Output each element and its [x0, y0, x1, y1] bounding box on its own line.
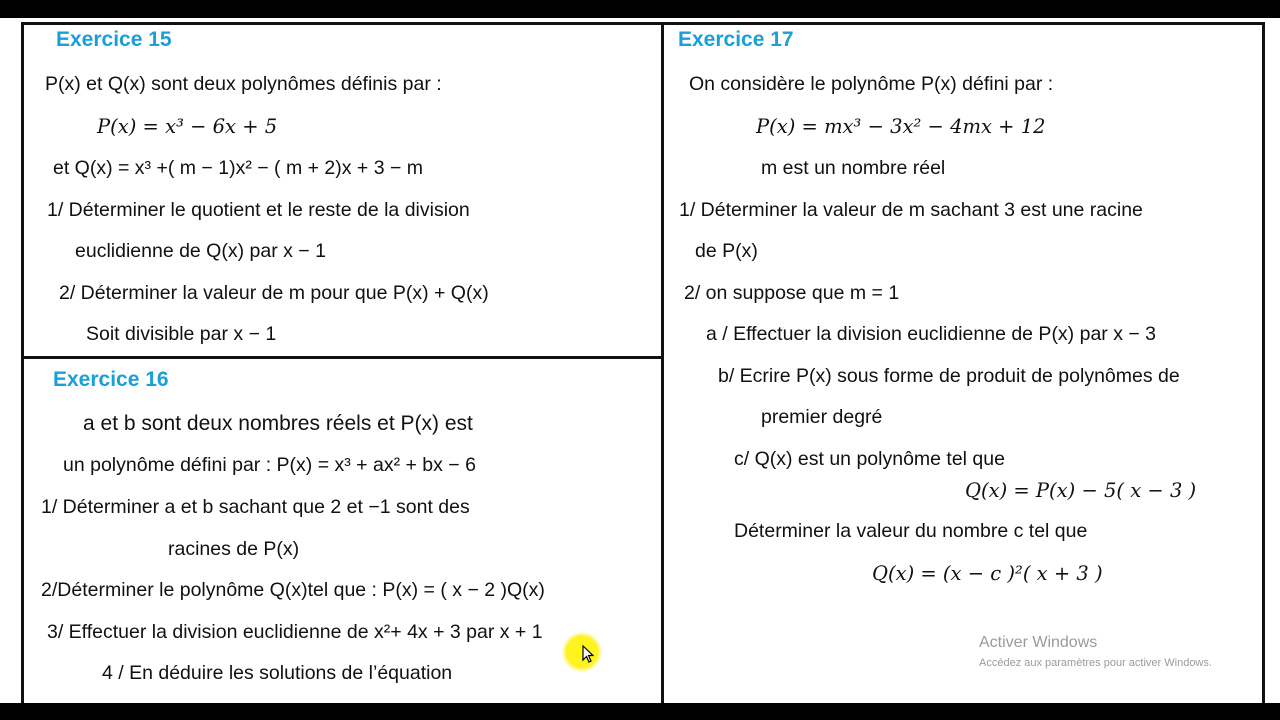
- exercise-17-heading: Exercice 17: [678, 28, 794, 51]
- ex17-line-5: de P(x): [695, 240, 758, 262]
- top-black-bar: [0, 0, 1280, 18]
- ex17-line-8: b/ Ecrire P(x) sous forme de produit de polynômes de: [718, 365, 1180, 387]
- ex16-line-1: a et b sont deux nombres réels et P(x) est: [83, 412, 473, 435]
- ex16-line-4: racines de P(x): [168, 538, 300, 560]
- activate-windows-subtitle: Accédez aux paramètres pour activer Windows.: [979, 657, 1212, 669]
- ex17-line-3: m est un nombre réel: [761, 157, 946, 179]
- ex17-line-2: P(x) = mx³ − 3x² − 4mx + 12: [756, 115, 1046, 138]
- ex15-line-1: P(x) et Q(x) sont deux polynômes définis par :: [45, 73, 442, 95]
- ex16-line-3: 1/ Déterminer a et b sachant que 2 et −1 sont des: [41, 496, 470, 518]
- ex17-line-10: c/ Q(x) est un polynôme tel que: [734, 448, 1005, 470]
- ex15-line-4: 1/ Déterminer le quotient et le reste de la division: [47, 199, 470, 221]
- ex15-line-7: Soit divisible par x − 1: [86, 323, 277, 345]
- ex16-line-6: 3/ Effectuer la division euclidienne de x²+ 4x + 3 par x + 1: [47, 621, 543, 643]
- exercise-16-heading: Exercice 16: [53, 368, 169, 391]
- ex15-line-6: 2/ Déterminer la valeur de m pour que P(x) + Q(x): [59, 282, 489, 304]
- exercise-15-heading: Exercice 15: [56, 28, 172, 51]
- ex17-line-12: Déterminer la valeur du nombre c tel que: [734, 520, 1088, 542]
- ex17-line-4: 1/ Déterminer la valeur de m sachant 3 est une racine: [679, 199, 1143, 221]
- ex16-line-2: un polynôme défini par : P(x) = x³ + ax² + bx − 6: [63, 454, 476, 476]
- ex15-line-2: P(x) = x³ − 6x + 5: [97, 115, 278, 138]
- ex17-line-7: a / Effectuer la division euclidienne de P(x) par x − 3: [706, 323, 1157, 345]
- ex17-line-11: Q(x) = P(x) − 5( x − 3 ): [965, 479, 1197, 502]
- ex16-line-5: 2/Déterminer le polynôme Q(x)tel que : P(x) = ( x − 2 )Q(x): [41, 579, 545, 601]
- activate-windows-title: Activer Windows: [979, 634, 1098, 651]
- ex15-line-5: euclidienne de Q(x) par x − 1: [75, 240, 326, 262]
- ex15-line-3: et Q(x) = x³ +( m − 1)x² − ( m + 2)x + 3 − m: [53, 157, 424, 179]
- ex17-line-9: premier degré: [761, 406, 883, 428]
- ex17-line-1: On considère le polynôme P(x) défini par :: [689, 73, 1054, 95]
- ex17-line-13: Q(x) = (x − c )²( x + 3 ): [872, 562, 1103, 585]
- ex17-line-6: 2/ on suppose que m = 1: [684, 282, 900, 304]
- bottom-black-bar: [0, 703, 1280, 720]
- mouse-cursor-icon: [582, 645, 594, 663]
- ex16-line-7: 4 / En déduire les solutions de l’équation: [102, 662, 453, 684]
